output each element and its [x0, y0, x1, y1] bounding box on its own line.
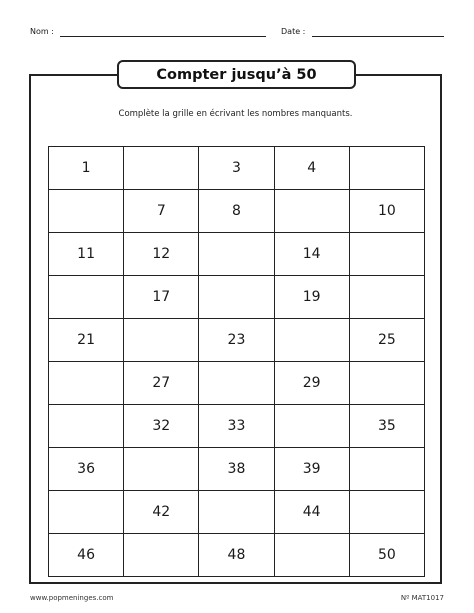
grid-row — [49, 491, 425, 534]
grid-cell: 14 — [274, 233, 349, 276]
grid-cell-blank[interactable] — [349, 448, 424, 491]
grid-cell-blank[interactable] — [124, 534, 199, 577]
grid-cell-blank[interactable] — [199, 276, 274, 319]
grid-cell: 48 — [199, 534, 274, 577]
grid-cell-blank[interactable] — [349, 362, 424, 405]
grid-cell-blank[interactable] — [274, 319, 349, 362]
website-url: www.popmeninges.com — [30, 594, 114, 602]
grid-cell: 39 — [274, 448, 349, 491]
date-line — [312, 36, 444, 37]
grid-cell: 38 — [199, 448, 274, 491]
name-label: Nom : — [30, 27, 54, 36]
grid-cell-blank[interactable] — [199, 233, 274, 276]
grid-cell: 3 — [199, 147, 274, 190]
grid-cell: 11 — [49, 233, 124, 276]
grid-cell: 36 — [49, 448, 124, 491]
grid-cell-blank[interactable] — [49, 190, 124, 233]
grid-cell: 7 — [124, 190, 199, 233]
grid-cell: 35 — [349, 405, 424, 448]
worksheet-reference: Nº MAT1017 — [400, 594, 444, 602]
grid-cell-blank[interactable] — [124, 319, 199, 362]
grid-row — [49, 233, 425, 276]
grid-cell: 33 — [199, 405, 274, 448]
grid-cell-blank[interactable] — [124, 147, 199, 190]
grid-cell-blank[interactable] — [349, 147, 424, 190]
grid-cell-blank[interactable] — [199, 491, 274, 534]
grid-cell: 12 — [124, 233, 199, 276]
grid-cell: 17 — [124, 276, 199, 319]
grid-row — [49, 276, 425, 319]
grid-cell: 21 — [49, 319, 124, 362]
grid-row — [49, 362, 425, 405]
instructions: Complète la grille en écrivant les nombres manquants. — [118, 109, 353, 119]
grid-cell-blank[interactable] — [199, 362, 274, 405]
grid-cell-blank[interactable] — [274, 405, 349, 448]
grid-cell: 46 — [49, 534, 124, 577]
grid-cell: 50 — [349, 534, 424, 577]
name-line — [60, 36, 266, 37]
grid-cell-blank[interactable] — [349, 491, 424, 534]
date-label: Date : — [281, 27, 306, 36]
grid-cell-blank[interactable] — [49, 405, 124, 448]
grid-cell: 42 — [124, 491, 199, 534]
grid-row — [49, 534, 425, 577]
grid-cell: 19 — [274, 276, 349, 319]
grid-row — [49, 448, 425, 491]
grid-cell: 29 — [274, 362, 349, 405]
grid-cell: 32 — [124, 405, 199, 448]
grid-cell-blank[interactable] — [349, 233, 424, 276]
grid-cell: 1 — [49, 147, 124, 190]
grid-cell: 10 — [349, 190, 424, 233]
header — [0, 27, 474, 41]
grid-cell-blank[interactable] — [49, 362, 124, 405]
grid-cell: 23 — [199, 319, 274, 362]
grid-row — [49, 190, 425, 233]
grid-cell: 8 — [199, 190, 274, 233]
number-grid — [48, 146, 425, 577]
grid-cell: 4 — [274, 147, 349, 190]
grid-cell-blank[interactable] — [274, 534, 349, 577]
grid-cell-blank[interactable] — [124, 448, 199, 491]
grid-row — [49, 319, 425, 362]
grid-row — [49, 147, 425, 190]
grid-cell-blank[interactable] — [274, 190, 349, 233]
grid-row — [49, 405, 425, 448]
grid-cell: 25 — [349, 319, 424, 362]
grid-cell-blank[interactable] — [49, 276, 124, 319]
page-title: Compter jusqu’à 50 — [117, 60, 356, 89]
grid-cell: 44 — [274, 491, 349, 534]
grid-cell-blank[interactable] — [349, 276, 424, 319]
grid-cell: 27 — [124, 362, 199, 405]
grid-cell-blank[interactable] — [49, 491, 124, 534]
